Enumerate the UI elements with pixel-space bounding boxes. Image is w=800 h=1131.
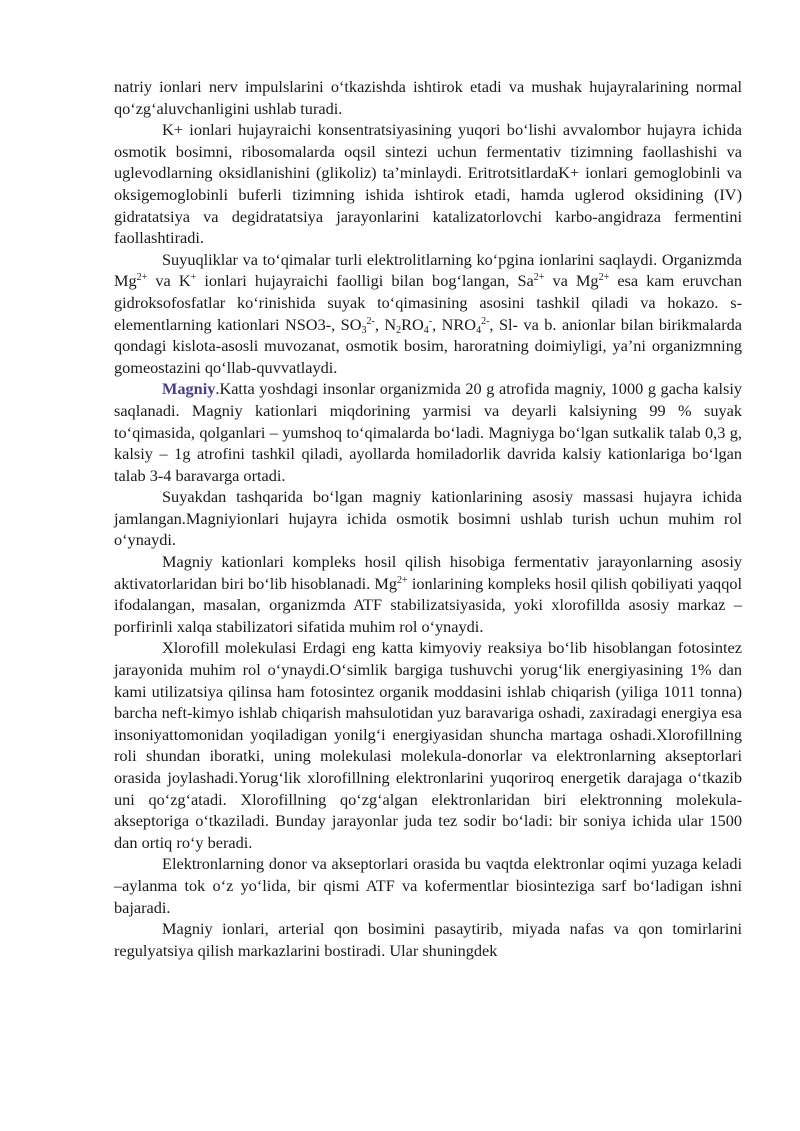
paragraph-8: Elektronlarning donor va akseptorlari orasida bu vaqtda elektronlar oqimi yuzaga keladi –aylanma tok o‘z yo‘lida, bir qismi ATF va kofermentlar biosinteziga sarf bo‘ladigan ishni bajaradi.: [114, 854, 742, 917]
text-run: ionlari hujayraichi faolligi bilan bog‘langan, Sa: [196, 271, 534, 291]
text-run: Suyuqliklar va to‘qimalar turli elektrolitlarning ko‘pgina ionlarini saqlaydi. Organizmda Mg: [114, 249, 742, 291]
document-page: [114, 76, 742, 961]
subscript: 2: [396, 324, 402, 336]
superscript: -: [428, 315, 433, 327]
text-run: .Katta yoshdagi insonlar organizmida 20 g atrofida magniy, 1000 g gacha kalsiy saqlanadi. Magniy kationlari miqdorining yarmisi va deyarli kalsiyning 99 % suyak to‘qimasida, qolganlari – yumshoq to‘qimalarda bo‘ladi. Magniyga bo‘lgan sutkalik talab 0,3 g, kalsiy – 1g atrofini tashkil qiladi, ayollarda homiladorlik davrida kalsiy kationlariga bo‘lgan talab 3-4 baravarga ortadi.: [114, 379, 742, 485]
paragraph-6: [114, 551, 742, 637]
text-run: va K: [147, 271, 191, 291]
superscript: 2+: [136, 272, 148, 284]
paragraph-9: Magniy ionlari, arterial qon bosimini pasaytirib, miyada nafas va qon tomirlarini regulyatsiya qilish markazlarini bostiradi. Ular shuningdek: [114, 919, 742, 960]
section-heading-magniy: Magniy: [162, 379, 216, 399]
text-run: , NRO: [432, 314, 477, 334]
text-run: va Mg: [544, 271, 599, 291]
text-run: Magniy kationlari kompleks hosil qilish hisobiga fermentativ jarayonlarning asosiy aktivatorlaridan biri bo‘lib hisoblanadi. Mg: [114, 552, 742, 593]
text-run: , N: [374, 314, 397, 334]
text-run: ionlarining kompleks hosil qilish qobiliyati yaqqol ifodalangan, masalan, organizmda ATF stabilizatsiyasida, yoki xlorofillda asosiy markaz – porfirinli xalqa stabilizatori sifatida muhim rol o‘ynaydi.: [114, 573, 743, 636]
paragraph-1: natriy ionlari nerv impulslarini o‘tkazishda ishtirok etadi va mushak hujayralarining normal qo‘zg‘aluvchanligini ushlab turadi.: [114, 77, 742, 118]
paragraph-3: [114, 249, 742, 379]
superscript: 2+: [397, 574, 408, 586]
paragraph-4: [114, 378, 742, 486]
subscript: 4: [423, 324, 429, 336]
text-run: esa kam eruvchan gidroksofosfatlar ko‘rinishida suyak to‘qimasining asosini tashkil qiladi va hokazo. s-elementlarning kationlari NSO3-, SO: [114, 271, 743, 334]
subscript: 3: [361, 324, 367, 336]
superscript: 2-: [366, 315, 375, 327]
superscript: +: [190, 272, 197, 284]
subscript: 4: [476, 324, 482, 336]
paragraph-2: K+ ionlari hujayraichi konsentratsiyasining yuqori bo‘lishi avvalombor hujayra ichida osmotik bosimni, ribosomalarda oqsil sintezi uchun fermentativ tizimning faollashishi va uglevodlarning oksidlanishini (glikoliz) ta’minlaydi. EritrotsitlardaK+ ionlari gemoglobinli va oksigemoglobinli buferli tizimning ishida ishtirok etadi, hamda uglerod oksidining (IV) gidratatsiya va degidratatsiya jarayonlarini katalizatorlovchi karbo-angidraza fermentini faollashtiradi.: [114, 120, 742, 248]
superscript: 2+: [598, 272, 610, 284]
paragraph-7: Xlorofill molekulasi Erdagi eng katta kimyoviy reaksiya bo‘lib hisoblangan fotosintez jarayonida muhim rol o‘ynaydi.O‘simlik bargiga tushuvchi yorug‘lik energiyasining 1% dan kami utilizatsiya qilinsa ham fotosintez organik moddasini ishlab chiqarish (yiliga 1011 tonna) barcha neft-kimyo ishlab chiqarish mahsulotidan yuz baravariga oshadi, zaxiradagi energiya esa insoniyattomonidan yoqiladigan yonilg‘i energiyasidan shuncha martaga oshadi.Xlorofillning roli shundan iboratki, uning molekulasi molekula-donorlar va elektronlarning akseptorlari orasida joylashadi.Yorug‘lik xlorofillning elektronlarini yuqoriroq energetik darajaga o‘tkazib uni qo‘zg‘atadi. Xlorofillning qo‘zg‘algan elektronlaridan biri elektronning molekula-akseptoriga o‘tkaziladi. Bunday jarayonlar juda tez sodir bo‘ladi: bir soniya ichida ular 1500 dan ortiq ro‘y beradi.: [114, 638, 742, 852]
text-run: RO: [401, 314, 424, 334]
paragraph-5: Suyakdan tashqarida bo‘lgan magniy kationlarining asosiy massasi hujayra ichida jamlangan.Magniyionlari hujayra ichida osmotik bosimni ushlab turish uchun muhim rol o‘ynaydi.: [114, 487, 742, 550]
superscript: 2+: [533, 272, 545, 284]
superscript: 2-: [481, 315, 490, 327]
text-run: , Sl- va b. anionlar bilan birikmalarda qondagi kislota-asosli muvozanat, osmotik bosim, haroratning doimiyligi, ya’ni organizmning gomeostazini qo‘llab-quvvatlaydi.: [114, 314, 742, 377]
